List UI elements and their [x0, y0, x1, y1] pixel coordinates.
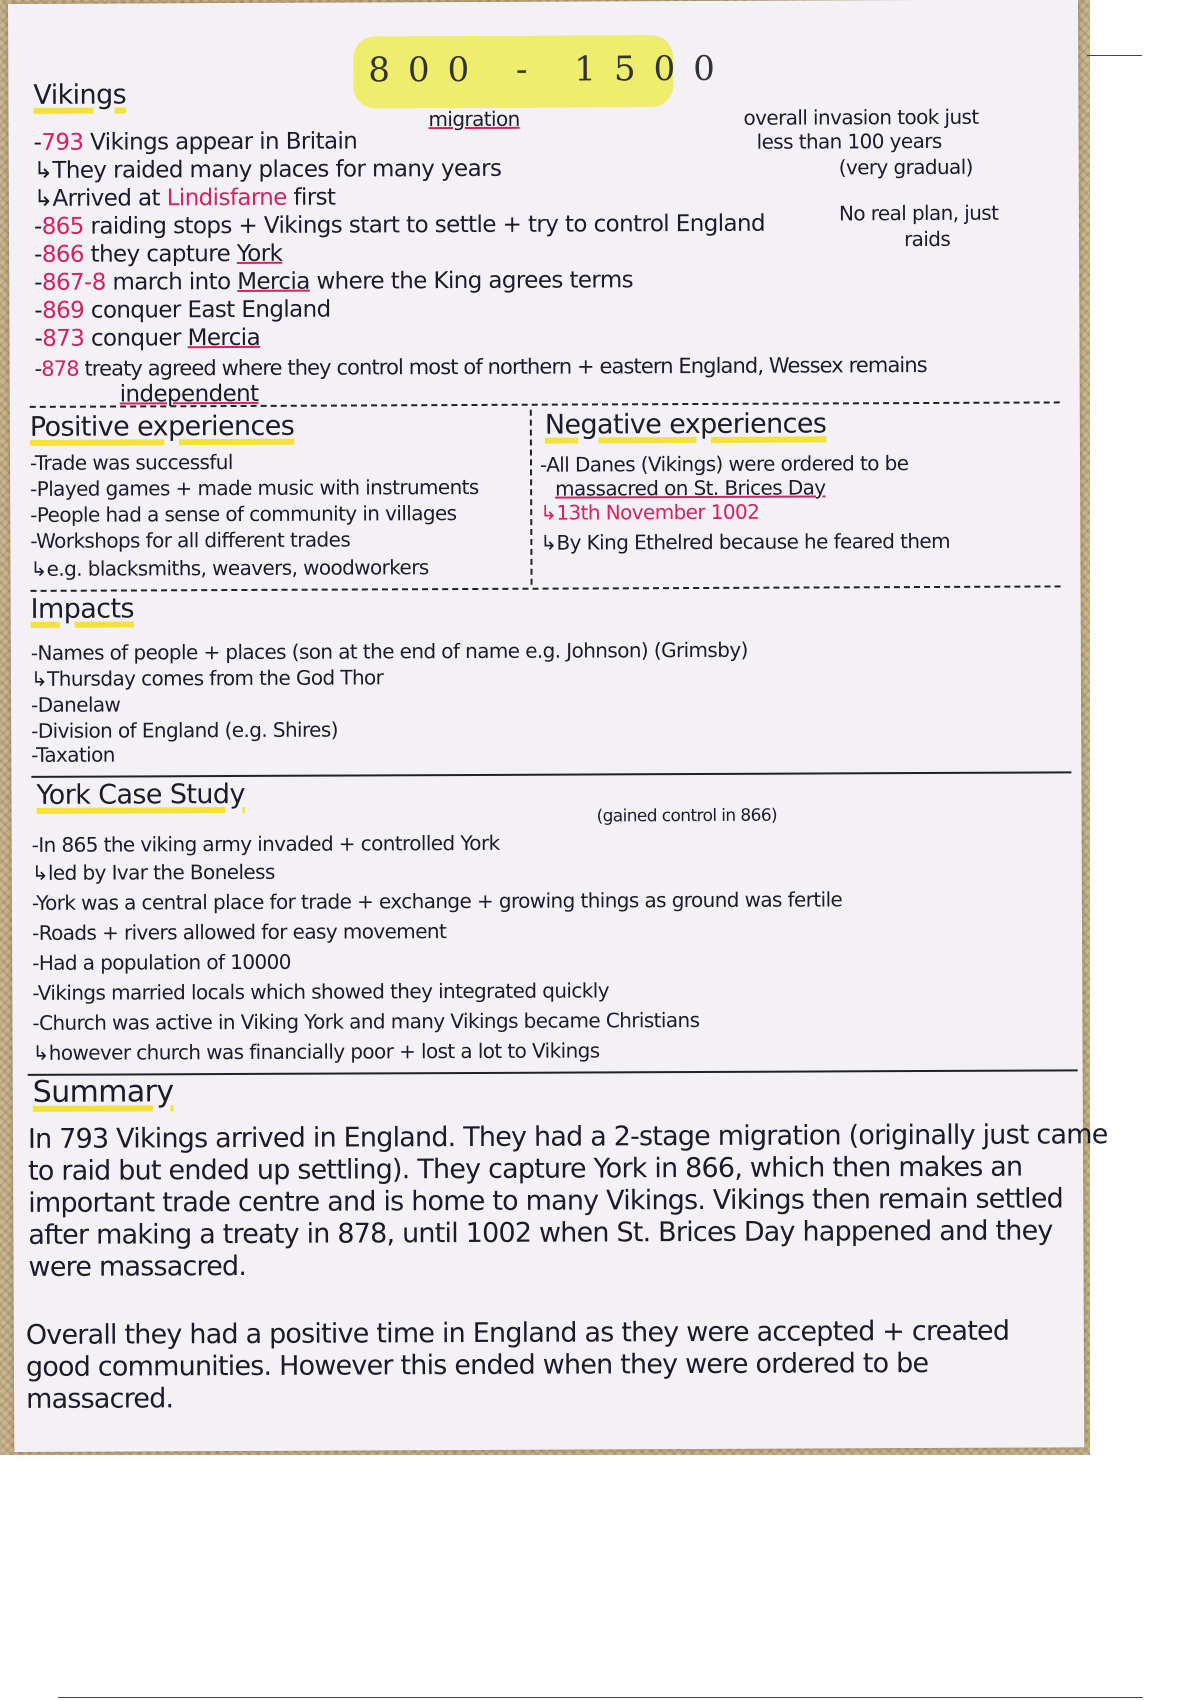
impacts-item: -Taxation	[31, 742, 115, 767]
side-note-line-2: less than 100 years	[756, 128, 942, 154]
impacts-heading: Impacts	[30, 593, 134, 625]
york-item: -York was a central place for trade + exchange + growing things as ground was fertile	[31, 887, 843, 915]
year: 873	[42, 325, 85, 352]
negative-line-1: -All Danes (Vikings) were ordered to be	[539, 451, 909, 477]
bullet: -	[34, 356, 42, 381]
page-title: 800 - 1500	[368, 48, 733, 91]
york-heading: York Case Study	[36, 778, 245, 811]
york-item: -In 865 the viking army invaded + controlled York	[31, 830, 500, 857]
arrow: ↳	[33, 157, 53, 184]
line-tail: first	[286, 184, 336, 211]
summary-heading: Summary	[32, 1074, 174, 1110]
line-text: treaty agreed where they control most of northern + eastern England, Wessex remains	[78, 352, 927, 381]
side-note-line-4: No real plan, just	[838, 200, 999, 226]
side-note-line-5: raids	[903, 226, 951, 252]
line-text: raiding stops + Vikings start to settle + try to control England	[83, 210, 766, 240]
positive-heading: Positive experiences	[29, 410, 295, 443]
bullet: -	[34, 325, 43, 352]
impacts-item: ↳Thursday comes from the God Thor	[30, 665, 384, 691]
line-text: By King Ethelred because he feared them	[556, 528, 951, 555]
vikings-line-6	[34, 267, 633, 297]
impacts-item: -Names of people + places (son at the end of name e.g. Johnson) (Grimsby)	[30, 637, 748, 665]
summary-line: important trade centre and is home to many Vikings. Vikings then remain settled	[28, 1183, 1064, 1219]
york-item: ↳however church was financially poor + lost a lot to Vikings	[32, 1038, 600, 1065]
negative-line-2: massacred on St. Brices Day	[555, 475, 826, 501]
section-divider	[31, 771, 1071, 778]
arrow: ↳	[33, 185, 53, 212]
york-item: -Roads + rivers allowed for easy movement	[32, 919, 447, 945]
conclusion-line: massacred.	[26, 1383, 174, 1415]
bullet: -	[33, 129, 42, 156]
vikings-line-8	[34, 325, 260, 353]
place-name: Lindisfarne	[166, 184, 287, 212]
york-item: -Vikings married locals which showed they integrated quickly	[32, 978, 609, 1005]
bullet: -	[34, 241, 42, 268]
line-text: They raided many places for many years	[52, 155, 502, 184]
arrow: ↳	[540, 530, 557, 555]
summary-line: to raid but ended up settling). They capture York in 866, which then makes an	[28, 1151, 1023, 1187]
york-item: ↳led by Ivar the Boneless	[31, 859, 275, 885]
place-name: York	[236, 240, 283, 268]
vikings-line-3	[34, 185, 336, 213]
place-name: Mercia	[237, 268, 310, 296]
year: 867-8	[41, 269, 106, 296]
place-name: Mercia	[187, 324, 261, 352]
vikings-line-4	[34, 211, 765, 241]
page-subtitle: migration	[428, 106, 520, 132]
line-text: they capture	[83, 241, 237, 268]
bullet: -	[34, 269, 42, 296]
year: 878	[41, 356, 79, 381]
date-text: 13th November 1002	[556, 499, 760, 525]
year: 866	[41, 241, 84, 268]
positive-item: -Played games + made music with instruments	[30, 474, 479, 501]
summary-line: were massacred.	[28, 1250, 247, 1283]
notes-page	[8, 0, 1108, 1452]
year: 793	[41, 129, 84, 156]
line-tail: where the King agrees terms	[309, 267, 634, 295]
conclusion-line: Overall they had a positive time in England as they were accepted + created	[25, 1315, 1010, 1351]
york-item: -Had a population of 10000	[32, 949, 291, 975]
bullet: -	[33, 213, 42, 240]
arrow: ↳	[540, 500, 557, 525]
summary-line: In 793 Vikings arrived in England. They had a 2-stage migration (originally just came	[27, 1119, 1108, 1155]
vikings-line-9	[35, 352, 927, 383]
positive-item: -People had a sense of community in villages	[30, 501, 457, 527]
page-bottom-rule	[58, 1697, 1143, 1698]
impacts-item: -Danelaw	[31, 692, 121, 717]
vikings-heading: Vikings	[33, 79, 127, 111]
line-text: march into	[105, 269, 238, 296]
vikings-line-10: independent	[119, 380, 259, 408]
line-text: conquer	[84, 325, 188, 352]
vikings-line-7	[34, 297, 330, 325]
line-text: Arrived at	[52, 185, 167, 212]
side-note-line-1: overall invasion took just	[743, 104, 979, 130]
section-divider	[31, 585, 1061, 591]
negative-line-3	[540, 499, 759, 527]
page-edge-rule	[1087, 55, 1142, 56]
york-item: -Church was active in Viking York and many Vikings became Christians	[32, 1007, 700, 1035]
positive-item: ↳e.g. blacksmiths, weavers, woodworkers	[30, 555, 429, 581]
line-text: conquer East England	[84, 296, 331, 324]
impacts-item: -Division of England (e.g. Shires)	[31, 717, 338, 743]
positive-item: -Workshops for all different trades	[30, 527, 351, 553]
summary-line: after making a treaty in 878, until 1002 when St. Brices Day happened and they	[28, 1215, 1053, 1251]
column-divider	[530, 410, 533, 585]
negative-line-4	[540, 528, 950, 557]
side-note-line-3: (very gradual)	[838, 154, 973, 180]
vikings-line-2	[34, 156, 502, 185]
vikings-line-5	[34, 241, 282, 269]
year: 865	[41, 213, 84, 240]
bullet: -	[34, 297, 43, 324]
section-divider	[28, 1069, 1078, 1076]
line-text: Vikings appear in Britain	[83, 128, 358, 156]
conclusion-line: good communities. However this ended when they were ordered to be	[25, 1347, 929, 1383]
york-note: (gained control in 866)	[596, 805, 778, 827]
vikings-line-1	[34, 128, 358, 156]
positive-item: -Trade was successful	[29, 450, 233, 475]
year: 869	[41, 297, 85, 324]
negative-heading: Negative experiences	[544, 408, 827, 441]
